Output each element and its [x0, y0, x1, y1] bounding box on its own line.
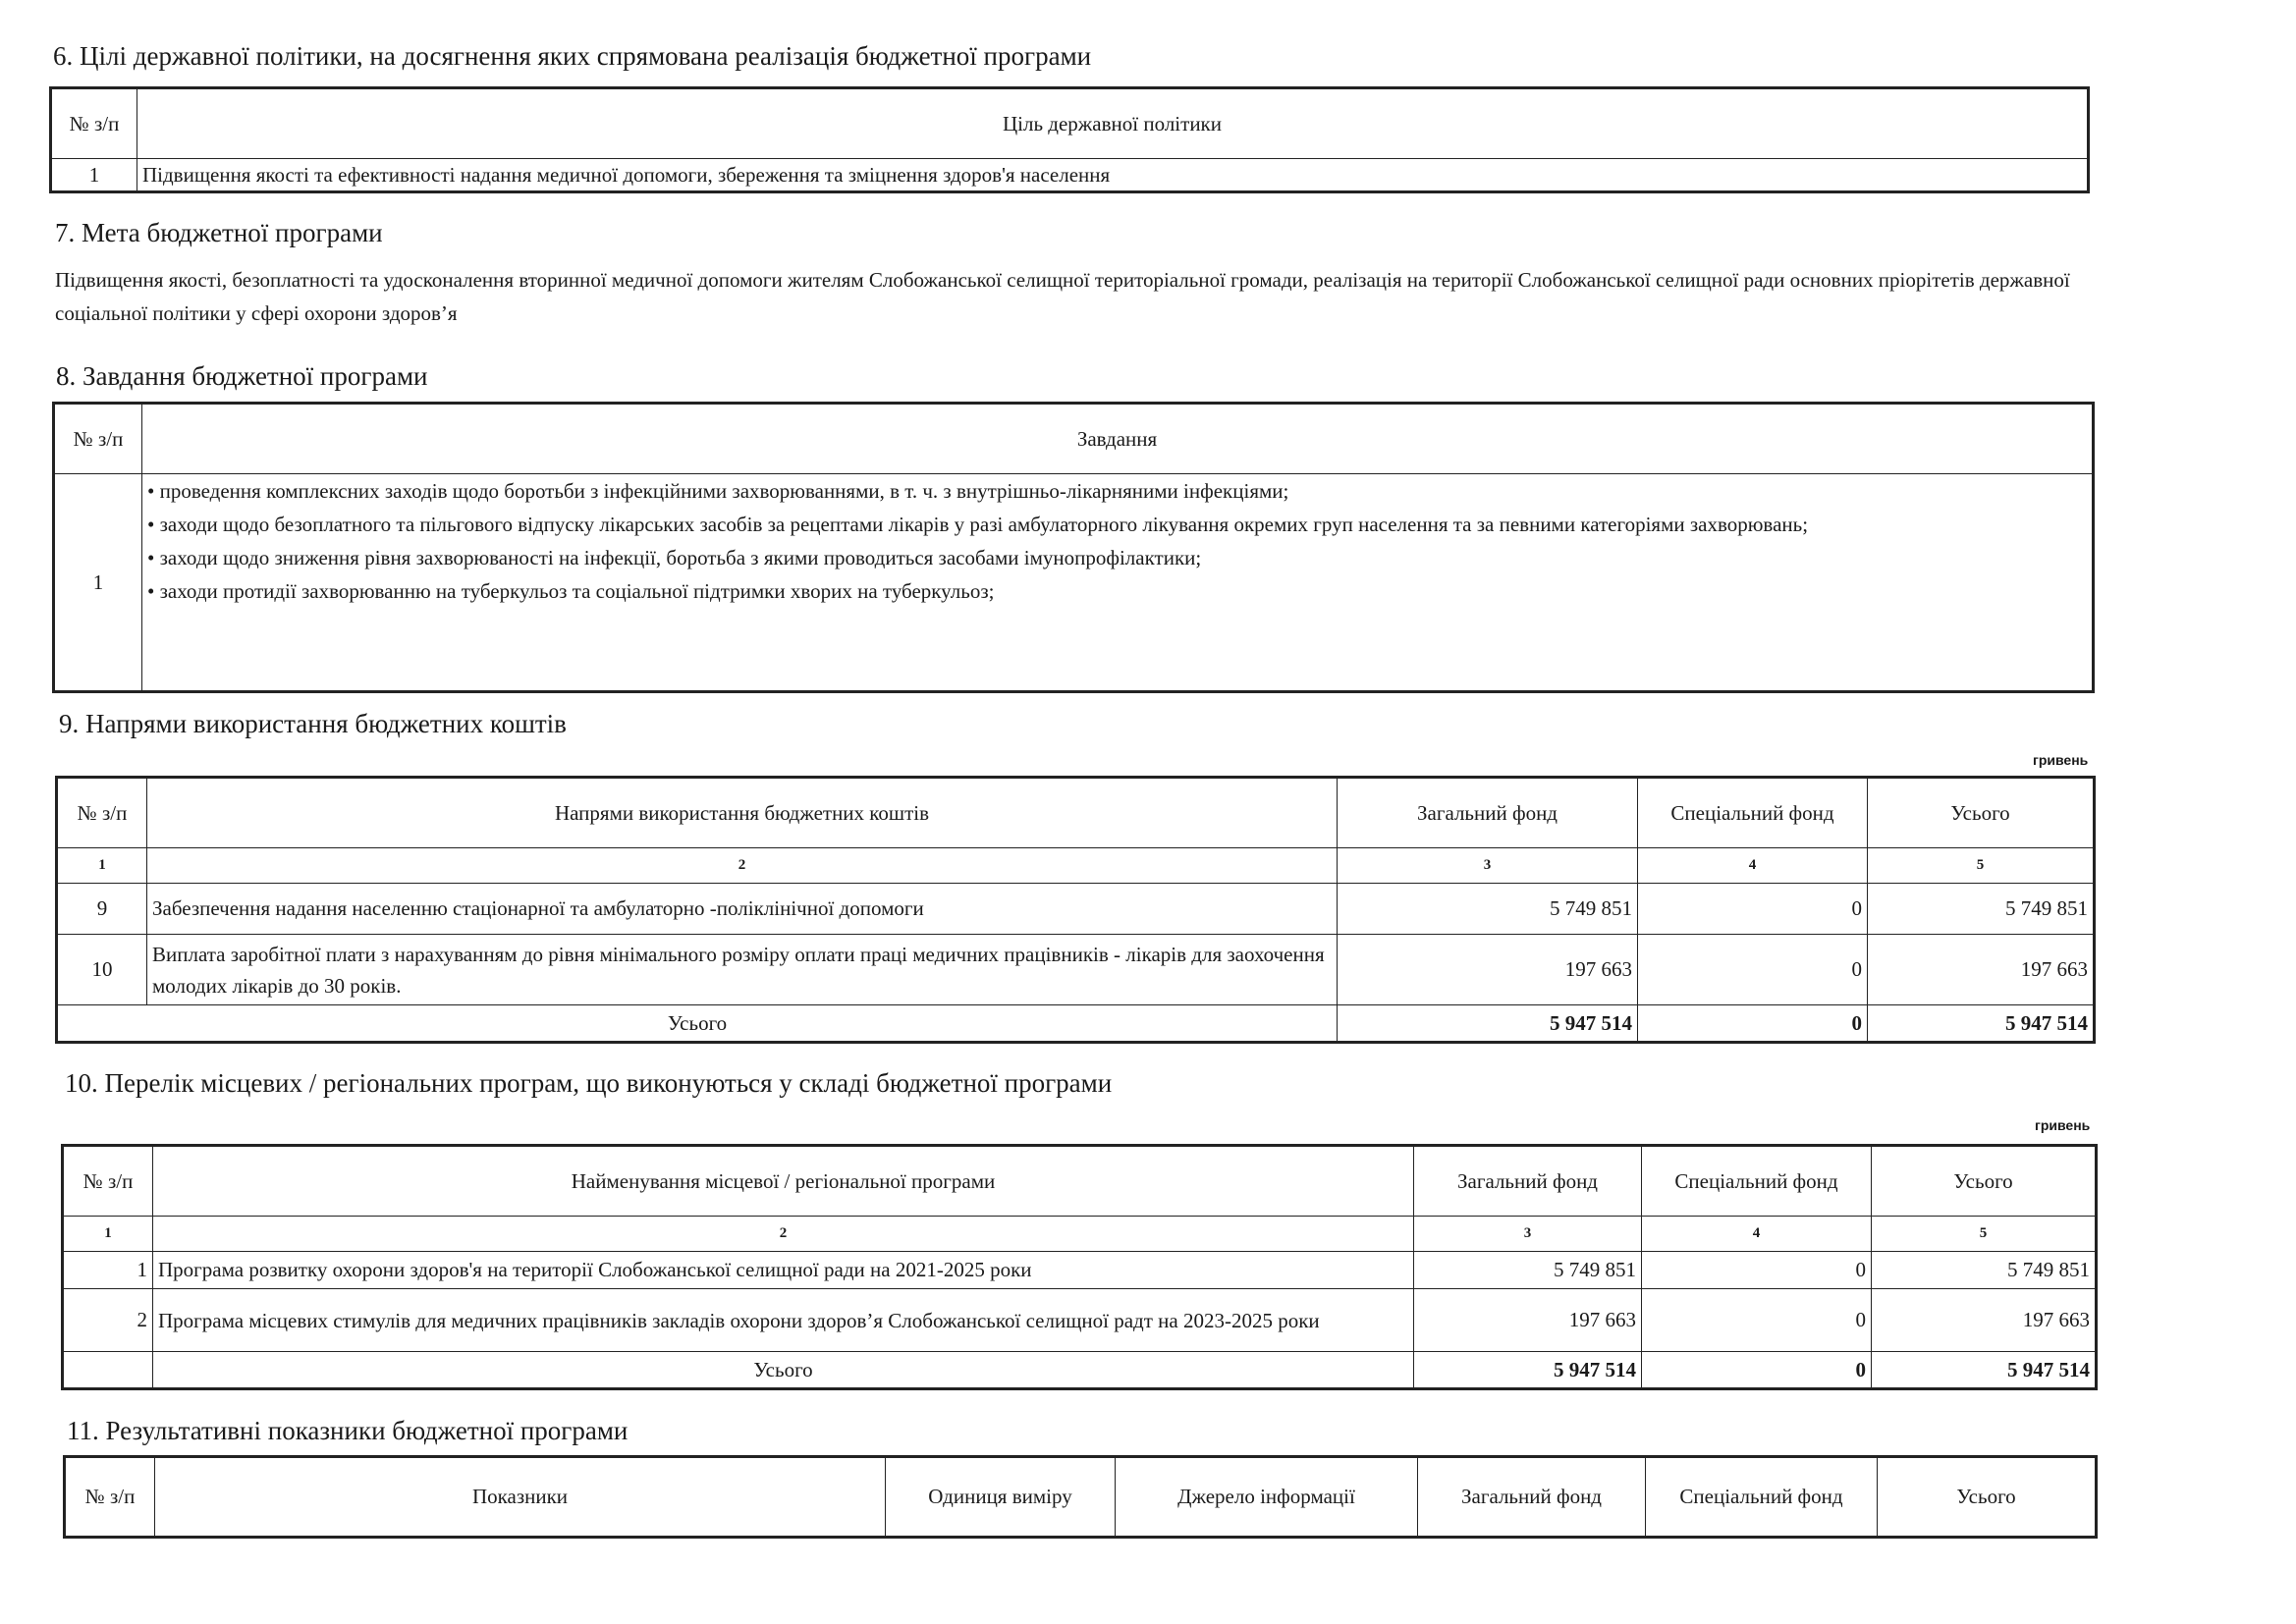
- col-number: 5: [1872, 1217, 2097, 1252]
- task-item: • заходи протидії захворюванню на туберкульоз та соціальної підтримки хворих на туберкульоз;: [147, 579, 995, 603]
- row-no: 10: [57, 935, 147, 1005]
- col-no-header: № з/п: [51, 88, 137, 159]
- table-row: [63, 1252, 2097, 1289]
- col-no-header: № з/п: [65, 1457, 155, 1538]
- table-row: [63, 1289, 2097, 1352]
- general-fund-value: 197 663: [1414, 1289, 1642, 1352]
- special-fund-total: 0: [1638, 1005, 1868, 1043]
- row-no: 1: [63, 1252, 153, 1289]
- section-9-heading: 9. Напрями використання бюджетних коштів: [59, 709, 567, 738]
- row-no: 1: [51, 159, 137, 192]
- section-7-heading: 7. Мета бюджетної програми: [55, 218, 383, 247]
- total-value: 197 663: [1868, 935, 2095, 1005]
- task-item: • проведення комплексних заходів щодо боротьби з інфекційними захворюваннями, в т. ч. з внутрішньо-лікарняними інфекціями;: [147, 479, 1289, 503]
- col-task-header: Завдання: [142, 404, 2094, 474]
- section-10-heading: 10. Перелік місцевих / регіональних програм, що виконуються у складі бюджетної програми: [65, 1068, 1113, 1098]
- col-number: 1: [63, 1217, 153, 1252]
- task-item: • заходи щодо зниження рівня захворюваності на інфекції, боротьба з якими проводиться засобами імунопрофілактики;: [147, 546, 1202, 569]
- total-value: 197 663: [1872, 1289, 2097, 1352]
- col-direction-header: Напрями використання бюджетних коштів: [147, 778, 1338, 848]
- col-indicators-header: Показники: [155, 1457, 886, 1538]
- col-program-header: Найменування місцевої / регіональної програми: [153, 1146, 1414, 1217]
- col-number: 5: [1868, 848, 2095, 884]
- general-fund-total: 5 947 514: [1338, 1005, 1638, 1043]
- general-fund-value: 5 749 851: [1414, 1252, 1642, 1289]
- local-programs-table: [61, 1144, 2098, 1390]
- special-fund-value: 0: [1642, 1289, 1872, 1352]
- general-fund-value: 197 663: [1338, 935, 1638, 1005]
- col-number: 4: [1638, 848, 1868, 884]
- total-value: 5 749 851: [1868, 884, 2095, 935]
- section-11-heading: 11. Результативні показники бюджетної програми: [67, 1416, 629, 1445]
- performance-indicators-table: [63, 1455, 2098, 1539]
- special-fund-value: 0: [1642, 1252, 1872, 1289]
- col-number: 3: [1414, 1217, 1642, 1252]
- row-no: 1: [54, 474, 142, 692]
- col-special-fund-header: Спеціальний фонд: [1638, 778, 1868, 848]
- col-source-header: Джерело інформації: [1116, 1457, 1418, 1538]
- table-row: [57, 884, 2095, 935]
- direction-name: Виплата заробітної плати з нарахуванням до рівня мінімального розміру оплати праці медичних працівників - лікарів для заохочення молодих лікарів до 30 років.: [147, 935, 1338, 1005]
- col-no-header: № з/п: [57, 778, 147, 848]
- row-no: 2: [63, 1289, 153, 1352]
- section-8-heading: 8. Завдання бюджетної програми: [56, 361, 428, 391]
- total-label: Усього: [153, 1352, 1414, 1389]
- tasks-cell: [142, 474, 2094, 692]
- col-unit-header: Одиниця виміру: [886, 1457, 1116, 1538]
- col-number: 4: [1642, 1217, 1872, 1252]
- empty-cell: [63, 1352, 153, 1389]
- task-item: • заходи щодо безоплатного та пільгового відпуску лікарських засобів за рецептами лікарів у разі амбулаторного лікування окремих груп населення та за певними категоріями захворювань;: [147, 513, 1809, 536]
- goal-text: Підвищення якості та ефективності надання медичної допомоги, збереження та зміцнення здоров'я населення: [137, 159, 2089, 192]
- column-numbers-row: [63, 1217, 2097, 1252]
- currency-unit: гривень: [2035, 1117, 2091, 1133]
- col-no-header: № з/п: [63, 1146, 153, 1217]
- program-name: Програма розвитку охорони здоров'я на території Слобожанської селищної ради на 2021-2025 роки: [153, 1252, 1414, 1289]
- col-number: 2: [147, 848, 1338, 884]
- currency-unit: гривень: [2033, 752, 2089, 768]
- total-row: [63, 1352, 2097, 1389]
- special-fund-total: 0: [1642, 1352, 1872, 1389]
- col-number: 2: [153, 1217, 1414, 1252]
- general-fund-value: 5 749 851: [1338, 884, 1638, 935]
- col-special-fund-header: Спеціальний фонд: [1646, 1457, 1878, 1538]
- special-fund-value: 0: [1638, 935, 1868, 1005]
- col-total-header: Усього: [1872, 1146, 2097, 1217]
- grand-total: 5 947 514: [1868, 1005, 2095, 1043]
- col-number: 3: [1338, 848, 1638, 884]
- general-fund-total: 5 947 514: [1414, 1352, 1642, 1389]
- col-special-fund-header: Спеціальний фонд: [1642, 1146, 1872, 1217]
- program-name: Програма місцевих стимулів для медичних працівників закладів охорони здоров’я Слобожанської селищної радт на 2023-2025 роки: [153, 1289, 1414, 1352]
- table-row: [51, 159, 2089, 192]
- col-no-header: № з/п: [54, 404, 142, 474]
- table-row: [57, 935, 2095, 1005]
- goals-table: [49, 86, 2090, 193]
- section-6-heading: 6. Цілі державної політики, на досягнення яких спрямована реалізація бюджетної програми: [53, 41, 1092, 71]
- col-general-fund-header: Загальний фонд: [1338, 778, 1638, 848]
- col-general-fund-header: Загальний фонд: [1418, 1457, 1646, 1538]
- row-no: 9: [57, 884, 147, 935]
- direction-name: Забезпечення надання населенню стаціонарної та амбулаторно -поліклінічної допомоги: [147, 884, 1338, 935]
- total-value: 5 749 851: [1872, 1252, 2097, 1289]
- col-total-header: Усього: [1878, 1457, 2097, 1538]
- total-row: [57, 1005, 2095, 1043]
- col-general-fund-header: Загальний фонд: [1414, 1146, 1642, 1217]
- total-label: Усього: [57, 1005, 1338, 1043]
- grand-total: 5 947 514: [1872, 1352, 2097, 1389]
- tasks-table: [52, 402, 2095, 693]
- budget-directions-table: [55, 776, 2096, 1044]
- col-total-header: Усього: [1868, 778, 2095, 848]
- col-goal-header: Ціль державної політики: [137, 88, 2089, 159]
- table-row: [54, 474, 2094, 692]
- program-purpose-text: Підвищення якості, безоплатності та удосконалення вторинної медичної допомоги жителям Слобожанської селищної територіальної громади, реалізація на території Слобожанської селищної ради основних пріорітетів державної соціальної політики у сфері охорони здоров’я: [55, 268, 2070, 325]
- col-number: 1: [57, 848, 147, 884]
- special-fund-value: 0: [1638, 884, 1868, 935]
- column-numbers-row: [57, 848, 2095, 884]
